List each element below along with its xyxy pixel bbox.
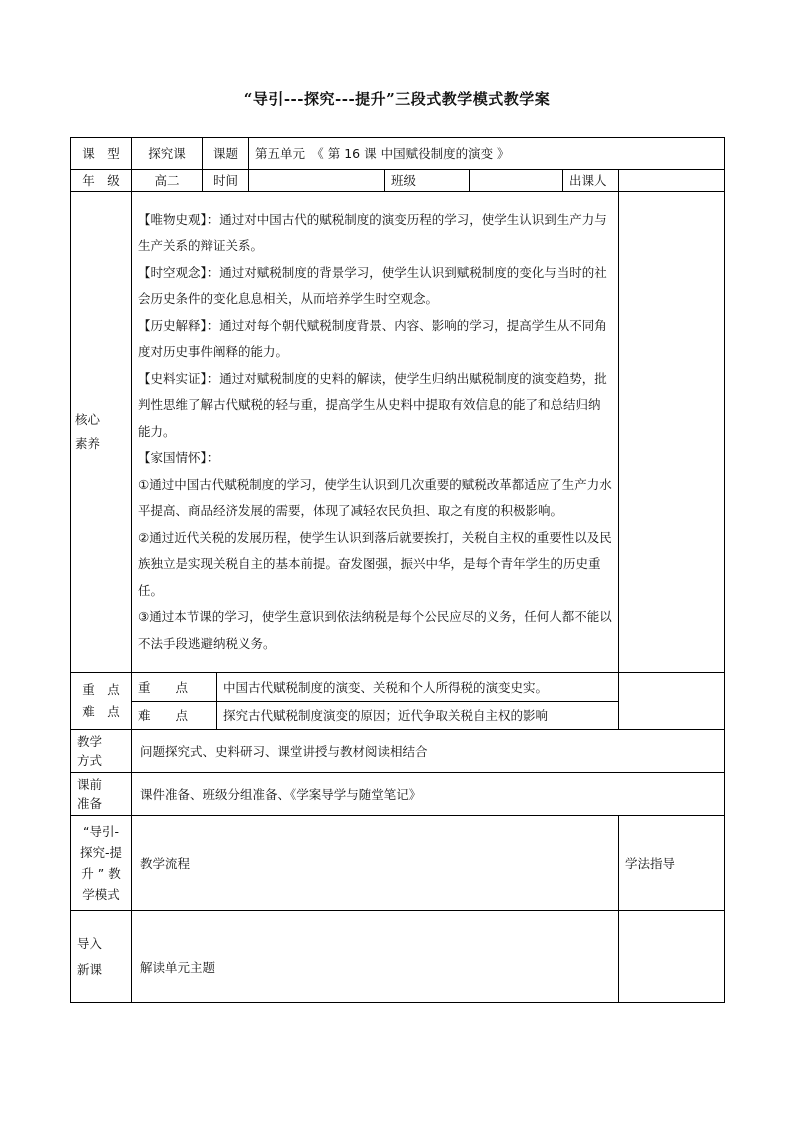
type-label: 课 型 <box>71 138 132 170</box>
diff-right-cell <box>619 702 725 730</box>
row-core-competencies <box>71 192 725 673</box>
core-label-line1: 核心 <box>75 412 101 427</box>
time-value <box>249 170 385 192</box>
prep-label-line2: 准备 <box>77 796 103 811</box>
type-value: 探究课 <box>132 138 203 170</box>
grade-value: 高二 <box>132 170 203 192</box>
row-course-type <box>71 138 725 170</box>
intro-label-line2: 新课 <box>77 961 103 977</box>
core-para-materialism: 【唯物史观】：通过对中国古代的赋税制度的演变历程的学习，使学生认识到生产力与生产关系的辩证关系。 <box>138 211 607 254</box>
diff-label: 难 点 <box>132 702 217 730</box>
key-label: 重 点 <box>132 673 217 702</box>
row-grade <box>71 170 725 192</box>
core-para-item2: ②通过近代关税的发展历程，使学生认识到落后就要挨打，关税自主权的重要性以及民族独立是实现关税自主的基本前提。奋发图强，振兴中华，是每个青年学生的历史重任。 <box>138 529 612 598</box>
flow-label <box>71 816 132 911</box>
prep-label-line1: 课前 <box>77 777 103 792</box>
method-label <box>71 730 132 773</box>
keypoints-label-line1: 重 点 <box>82 682 120 697</box>
lesson-plan-table <box>70 137 725 1003</box>
intro-right <box>619 911 725 1003</box>
flow-label-line4: 学模式 <box>82 887 120 902</box>
prep-label <box>71 773 132 816</box>
core-content <box>132 192 619 673</box>
row-flow-header <box>71 816 725 911</box>
core-para-item1: ①通过中国古代赋税制度的学习，使学生认识到几次重要的赋税改革都适应了生产力水平提高、商品经济发展的需要，体现了减轻农民负担、取之有度的积极影响。 <box>138 476 612 519</box>
core-para-patriotism: 【家国情怀】： <box>138 450 220 466</box>
topic-value: 第五单元 《 第 16 课 中国赋役制度的演变 》 <box>249 138 725 170</box>
row-preparation <box>71 773 725 816</box>
core-para-item3: ③通过本节课的学习，使学生意识到依法纳税是每个公民应尽的义务，任何人都不能以不法手段逃避纳税义务。 <box>138 609 612 651</box>
core-label <box>71 192 132 673</box>
core-para-interpretation: 【历史解释】：通过对每个朝代赋税制度背景、内容、影响的学习，提高学生从不同角度对历史事件阐释的能力。 <box>138 317 607 360</box>
topic-label: 课题 <box>203 138 249 170</box>
prep-value: 课件准备、班级分组准备、《学案导学与随堂笔记》 <box>132 773 725 816</box>
intro-value: 解读单元主题 <box>132 911 619 1003</box>
class-label: 班级 <box>385 170 470 192</box>
row-introduction <box>71 911 725 1003</box>
diff-value: 探究古代赋税制度演变的原因；近代争取关税自主权的影响 <box>217 702 619 730</box>
time-label: 时间 <box>203 170 249 192</box>
key-value: 中国古代赋税制度的演变、关税和个人所得税的演变史实。 <box>217 673 619 702</box>
method-value: 问题探究式、史料研习、课堂讲授与教材阅读相结合 <box>132 730 725 773</box>
flow-label-line2: 探究-提 <box>79 845 122 860</box>
keypoints-label-line2: 难 点 <box>82 704 120 719</box>
method-label-line1: 教学 <box>77 734 103 749</box>
flow-label-line1: “导引- <box>83 824 119 839</box>
intro-label <box>71 911 132 1003</box>
core-right-cell <box>619 192 725 673</box>
method-label-line2: 方式 <box>77 753 103 768</box>
class-value <box>470 170 563 192</box>
author-label: 出课人 <box>563 170 619 192</box>
flow-label-line3: 升 ” 教 <box>81 866 121 881</box>
author-value <box>619 170 725 192</box>
keypoints-label <box>71 673 132 730</box>
flow-right: 学法指导 <box>619 816 725 911</box>
core-para-evidence: 【史料实证】：通过对赋税制度的史料的解读，使学生归纳出赋税制度的演变趋势，批判性思维了解古代赋税的轻与重，提高学生从史料中提取有效信息的能了和总结归纳能力。 <box>138 370 607 439</box>
row-key-point <box>71 673 725 702</box>
core-para-spacetime: 【时空观念】：通过对赋税制度的背景学习，使学生认识到赋税制度的变化与当时的社会历史条件的变化息息相关，从而培养学生时空观念。 <box>138 264 607 307</box>
page-title: “导引---探究---提升”三段式教学模式教学案 <box>243 90 551 108</box>
grade-label: 年 级 <box>71 170 132 192</box>
row-teaching-method <box>71 730 725 773</box>
core-label-line2: 素养 <box>75 436 101 451</box>
key-right-cell <box>619 673 725 702</box>
flow-middle: 教学流程 <box>132 816 619 911</box>
intro-label-line1: 导入 <box>77 935 103 951</box>
row-difficulty <box>71 702 725 730</box>
